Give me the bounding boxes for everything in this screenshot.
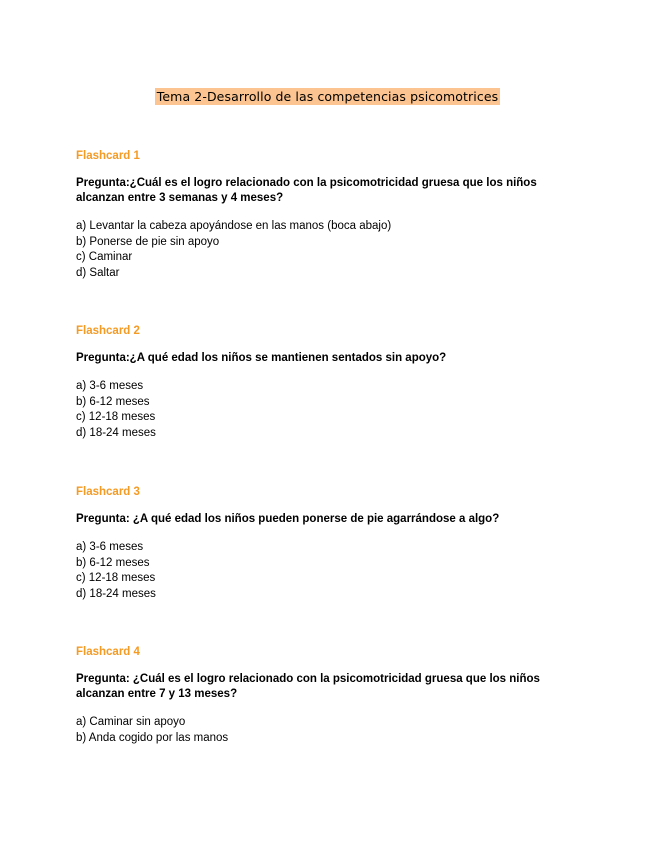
- flashcard-question: Pregunta:¿A qué edad los niños se mantienen sentados sin apoyo?: [76, 352, 447, 364]
- option-a: a) Levantar la cabeza apoyándose en las manos (boca abajo): [76, 220, 392, 232]
- flashcard-question: Pregunta: ¿A qué edad los niños pueden ponerse de pie agarrándose a algo?: [76, 513, 500, 525]
- option-a: a) 3-6 meses: [76, 541, 144, 553]
- option-a: a) Caminar sin apoyo: [76, 716, 186, 728]
- option-c: c) 12-18 meses: [76, 572, 156, 584]
- flashcard-options: [76, 379, 576, 441]
- title-container: [0, 88, 655, 106]
- option-c: c) Caminar: [76, 251, 133, 263]
- flashcard-options: [76, 715, 576, 746]
- flashcard-4: [76, 645, 576, 746]
- flashcard-question: Pregunta: ¿Cuál es el logro relacionado con la psicomotricidad gruesa que los niños alcanzan entre 7 y 13 meses?: [76, 673, 540, 700]
- document-title: Tema 2-Desarrollo de las competencias psicomotrices: [156, 89, 499, 104]
- flashcard-question: Pregunta:¿Cuál es el logro relacionado con la psicomotricidad gruesa que los niños alcanzan entre 3 semanas y 4 meses?: [76, 177, 537, 204]
- option-b: b) 6-12 meses: [76, 556, 150, 569]
- flashcard-options: [76, 540, 576, 602]
- option-d: d) 18-24 meses: [76, 426, 156, 439]
- option-c: c) 12-18 meses: [76, 411, 156, 423]
- flashcard-heading: Flashcard 4: [76, 646, 140, 658]
- flashcard-heading: Flashcard 1: [76, 150, 140, 162]
- option-a: a) 3-6 meses: [76, 380, 144, 392]
- flashcard-heading: Flashcard 3: [76, 486, 140, 498]
- flashcard-3: [76, 485, 576, 602]
- flashcard-1: [76, 149, 576, 281]
- option-b: b) Anda cogido por las manos: [76, 731, 229, 744]
- flashcard-heading: Flashcard 2: [76, 325, 140, 337]
- flashcard-options: [76, 219, 576, 281]
- option-b: b) Ponerse de pie sin apoyo: [76, 235, 220, 248]
- option-d: d) Saltar: [76, 266, 120, 279]
- option-b: b) 6-12 meses: [76, 395, 150, 408]
- flashcard-2: [76, 324, 576, 441]
- option-d: d) 18-24 meses: [76, 587, 156, 600]
